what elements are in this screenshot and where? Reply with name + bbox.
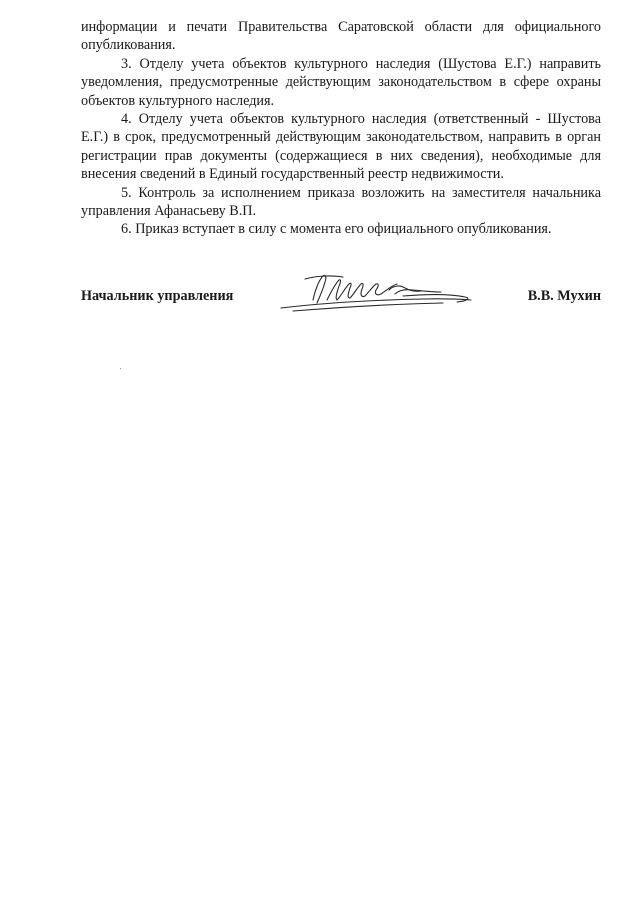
signatory-title: Начальник управления (81, 288, 234, 304)
signatory-name: В.В. Мухин (527, 288, 601, 304)
paragraph-6: 6. Приказ вступает в силу с момента его официального опубликования. (121, 221, 552, 238)
paragraph-5: 5. Контроль за исполнением приказа возложить на заместителя начальника управления Афанасьеву В.П. (81, 184, 601, 220)
paragraph-continuation: информации и печати Правительства Саратовской области для официального опубликования. (81, 19, 601, 54)
scan-speck (120, 368, 121, 369)
paragraph-4: 4. Отделу учета объектов культурного наследия (ответственный - Шустова Е.Г.) в срок, предусмотренный действующим законодательством, направить в орган регистрации прав документы (содержащиеся в них сведения), необходимые для внесения сведений в Единый государственный реестр недвижимости. (81, 111, 601, 183)
signature-block (81, 280, 601, 330)
handwritten-signature (253, 270, 503, 320)
paragraph-3: 3. Отделу учета объектов культурного наследия (Шустова Е.Г.) направить уведомления, предусмотренные действующим законодательством в сфере охраны объектов культурного наследия. (81, 55, 601, 109)
document-body (81, 18, 601, 239)
